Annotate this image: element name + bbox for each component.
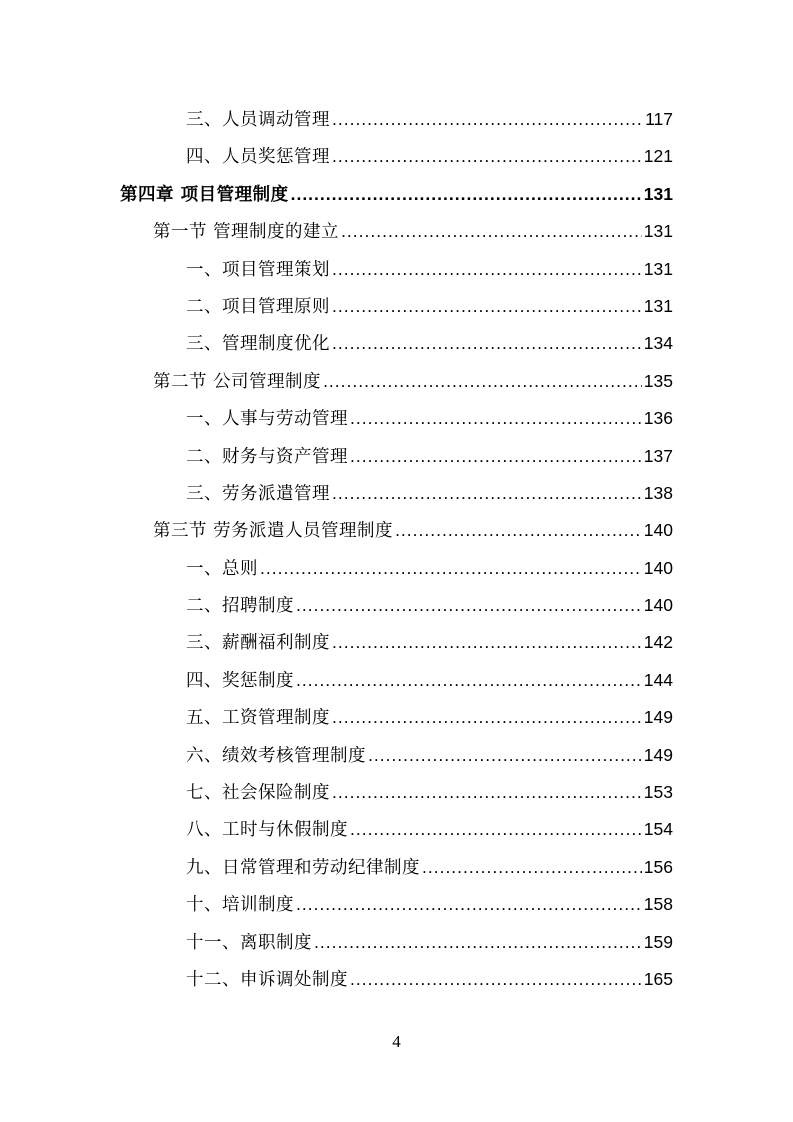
toc-entry-label: 十、培训制度: [186, 895, 294, 916]
toc-dot-leader: [350, 961, 642, 998]
toc-dot-leader: [323, 363, 642, 400]
toc-dot-leader: [332, 774, 642, 811]
toc-entry-section[interactable]: [0, 512, 793, 549]
toc-dot-leader: [341, 213, 642, 250]
toc-entry-item[interactable]: [0, 886, 793, 923]
toc-entry-item[interactable]: [0, 811, 793, 848]
toc-dot-leader: [332, 325, 642, 362]
toc-entry-label: 三、劳务派遣管理: [186, 483, 330, 504]
toc-entry-item[interactable]: [0, 138, 793, 175]
toc-entry-label: 二、项目管理原则: [186, 296, 330, 317]
toc-dot-leader: [350, 811, 642, 848]
toc-entry-label: 二、财务与资产管理: [186, 446, 348, 467]
toc-entry-item[interactable]: [0, 400, 793, 437]
toc-dot-leader: [296, 587, 642, 624]
toc-entry-page: 131: [643, 295, 673, 316]
toc-entry-page: 134: [643, 333, 673, 354]
toc-dot-leader: [422, 849, 642, 886]
toc-dot-leader: [332, 699, 642, 736]
toc-dot-leader: [332, 288, 642, 325]
toc-entry-page: 121: [643, 146, 673, 167]
toc-entry-label: 七、社会保险制度: [186, 783, 330, 804]
toc-entry-page: 149: [643, 744, 673, 765]
toc-entry-label: 五、工资管理制度: [186, 708, 330, 729]
toc-entry-item[interactable]: [0, 699, 793, 736]
toc-entry-label: 第二节 公司管理制度: [153, 371, 322, 392]
toc-entry-item[interactable]: [0, 662, 793, 699]
toc-entry-item[interactable]: [0, 101, 793, 138]
toc-entry-page: 136: [643, 408, 673, 429]
toc-entry-page: 154: [643, 819, 673, 840]
toc-entry-label: 四、奖惩制度: [186, 670, 294, 691]
toc-entry-item[interactable]: [0, 774, 793, 811]
toc-entry-label: 三、管理制度优化: [186, 334, 330, 355]
toc-entry-page: 140: [643, 520, 673, 541]
toc-entry-item[interactable]: [0, 961, 793, 998]
toc-entry-page: 131: [643, 221, 673, 242]
toc-entry-label: 八、工时与休假制度: [186, 820, 348, 841]
toc-entry-label: 一、人事与劳动管理: [186, 409, 348, 430]
toc-entry-item[interactable]: [0, 587, 793, 624]
toc-entry-page: 135: [643, 370, 673, 391]
toc-entry-item[interactable]: [0, 849, 793, 886]
toc-entry-item[interactable]: [0, 288, 793, 325]
page-number: 4: [392, 1032, 401, 1051]
toc-entry-item[interactable]: [0, 550, 793, 587]
toc-entry-page: 159: [643, 931, 673, 952]
toc-entry-page: 117: [645, 109, 673, 129]
toc-entry-page: 149: [643, 707, 673, 728]
toc-entry-item[interactable]: [0, 325, 793, 362]
table-of-contents: [0, 101, 793, 998]
toc-entry-item[interactable]: [0, 251, 793, 288]
toc-entry-label: 三、薪酬福利制度: [186, 633, 330, 654]
toc-entry-page: 138: [643, 482, 673, 503]
toc-entry-item[interactable]: [0, 624, 793, 661]
toc-entry-page: 153: [643, 782, 673, 803]
toc-entry-section[interactable]: [0, 213, 793, 250]
toc-dot-leader: [296, 886, 642, 923]
toc-entry-section[interactable]: [0, 363, 793, 400]
toc-entry-page: 140: [643, 557, 673, 578]
toc-entry-page: 131: [643, 258, 673, 279]
toc-entry-page: 137: [643, 445, 673, 466]
toc-entry-page: 144: [643, 669, 673, 690]
toc-entry-item[interactable]: [0, 475, 793, 512]
toc-dot-leader: [332, 475, 642, 512]
toc-entry-page: 140: [643, 595, 673, 616]
toc-entry-page: 131: [643, 183, 673, 204]
toc-entry-page: 142: [643, 632, 673, 653]
toc-entry-page: 158: [643, 894, 673, 915]
toc-entry-label: 十二、申诉调处制度: [186, 969, 348, 990]
toc-entry-label: 二、招聘制度: [186, 596, 294, 617]
toc-dot-leader: [332, 138, 642, 175]
toc-dot-leader: [314, 924, 642, 961]
toc-dot-leader: [260, 550, 642, 587]
toc-dot-leader: [291, 176, 642, 213]
toc-entry-label: 一、总则: [186, 558, 258, 579]
toc-entry-item[interactable]: [0, 438, 793, 475]
toc-dot-leader: [368, 737, 642, 774]
toc-entry-page: 156: [643, 856, 673, 877]
toc-entry-label: 十一、离职制度: [186, 932, 312, 953]
toc-entry-item[interactable]: [0, 737, 793, 774]
toc-entry-label: 第三节 劳务派遣人员管理制度: [153, 521, 394, 542]
toc-dot-leader: [296, 662, 642, 699]
toc-dot-leader: [332, 251, 642, 288]
toc-dot-leader: [395, 512, 642, 549]
toc-dot-leader: [332, 624, 642, 661]
toc-entry-label: 三、人员调动管理: [186, 110, 330, 130]
toc-entry-label: 第四章 项目管理制度: [120, 184, 289, 205]
toc-dot-leader: [350, 438, 642, 475]
toc-entry-label: 九、日常管理和劳动纪律制度: [186, 857, 420, 878]
toc-dot-leader: [350, 400, 642, 437]
toc-dot-leader: [332, 101, 643, 138]
toc-entry-item[interactable]: [0, 924, 793, 961]
toc-entry-chapter[interactable]: [0, 176, 793, 213]
toc-entry-label: 第一节 管理制度的建立: [153, 222, 340, 243]
toc-entry-label: 一、项目管理策划: [186, 259, 330, 280]
toc-entry-label: 六、绩效考核管理制度: [186, 745, 366, 766]
toc-entry-page: 165: [643, 968, 673, 989]
toc-entry-label: 四、人员奖惩管理: [186, 147, 330, 168]
